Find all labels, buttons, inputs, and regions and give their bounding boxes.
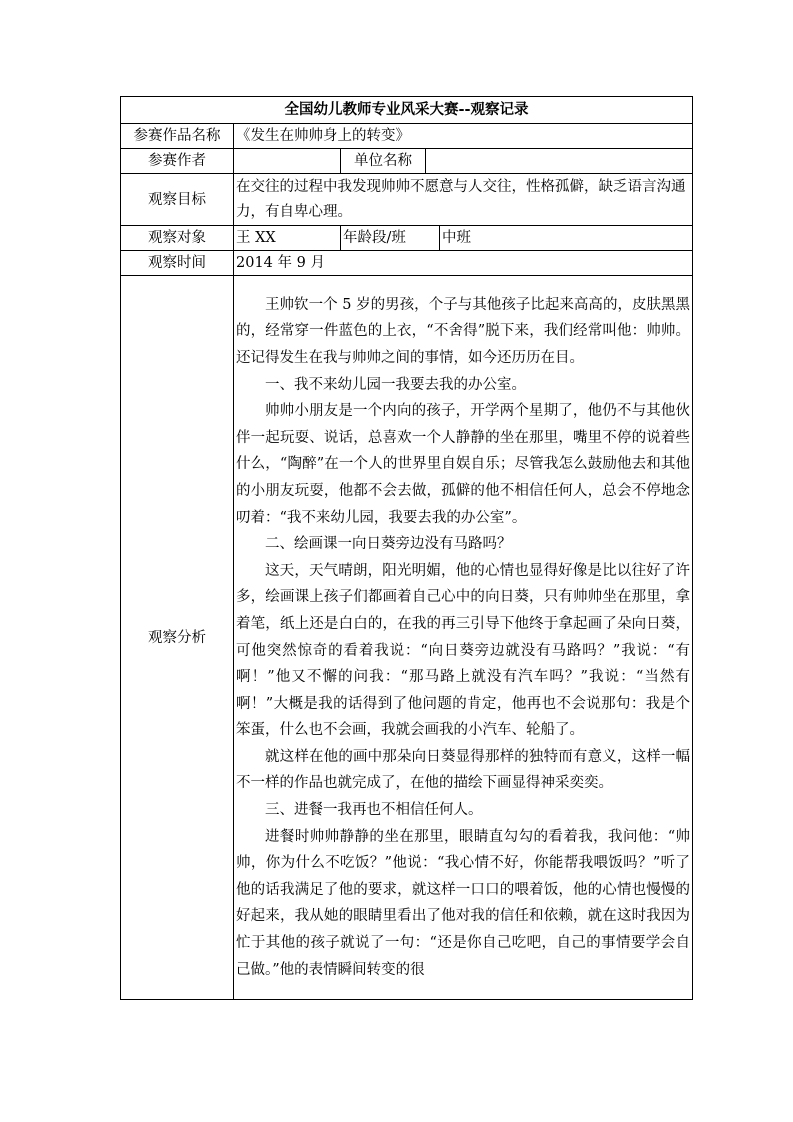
age-value: 中班 [440, 226, 693, 251]
age-label: 年龄段/班 [341, 226, 440, 251]
work-value: 《发生在帅帅身上的转变》 [234, 124, 693, 149]
author-value [234, 149, 341, 174]
analysis-paragraph: 这天，天气晴朗，阳光明媚，他的心情也显得好像是比以往好了许多，绘画课上孩子们都画着自己心中的向日葵，只有帅帅坐在那里，拿着笔，纸上还是白白的，在我的再三引导下他终于拿起画了朵向日葵，可他突然惊奇的看着我说：“向日葵旁边就没有马路吗？”我说：“有啊！”他又不懈的问我：“那马路上就没有汽车吗？”我说：“当然有啊！”大概是我的话得到了他问题的肯定，他再也不会说那句：我是个笨蛋，什么也不会画，我就会画我的小汽车、轮船了。 [236, 562, 691, 739]
unit-value [426, 149, 693, 174]
analysis-heading: 三、进餐一我再也不相信任何人。 [265, 802, 483, 819]
goal-label: 观察目标 [121, 174, 234, 226]
analysis-label: 观察分析 [121, 276, 234, 1000]
subject-row [121, 226, 693, 251]
analysis-heading: 一、我不来幼儿园一我要去我的办公室。 [265, 376, 526, 393]
author-label: 参赛作者 [121, 149, 234, 174]
analysis-paragraph: 帅帅小朋友是一个内向的孩子，开学两个星期了，他仍不与其他伙伴一起玩耍、说话，总喜欢一个人静静的坐在那里，嘴里不停的说着些什么，“陶醉”在一个人的世界里自娱自乐；尽管我怎么鼓励他去和其他的小朋友玩耍，他都不会去做，孤僻的他不相信任何人，总会不停地念叨着：“我不来幼儿园，我要去我的办公室”。 [236, 403, 691, 526]
analysis-content [234, 276, 693, 1000]
subject-label: 观察对象 [121, 226, 234, 251]
subject-value: 王 XX [234, 226, 341, 251]
title-row [121, 97, 693, 124]
analysis-paragraph: 王帅钦一个 5 岁的男孩，个子与其他孩子比起来高高的，皮肤黑黑的，经常穿一件蓝色的上衣，“不舍得”脱下来，我们经常叫他：帅帅。还记得发生在我与帅帅之间的事情，如今还历历在目。 [236, 296, 691, 366]
time-value: 2014 年 9 月 [234, 251, 693, 276]
analysis-heading: 二、绘画课一向日葵旁边没有马路吗？ [265, 536, 512, 553]
goal-value: 在交往的过程中我发现帅帅不愿意与人交往，性格孤僻，缺乏语言沟通力，有自卑心理。 [234, 174, 693, 226]
analysis-row [121, 276, 693, 1000]
analysis-paragraph: 进餐时帅帅静静的坐在那里，眼睛直勾勾的看着我，我问他：“帅帅，你为什么不吃饭？”他说：“我心情不好，你能帮我喂饭吗？”听了他的话我满足了他的要求，就这样一口口的喂着饭，他的心情也慢慢的好起来，我从她的眼睛里看出了他对我的信任和依赖，就在这时我因为忙于其他的孩子就说了一句：“还是你自己吃吧，自己的事情要学会自己做。”他的表情瞬间转变的很 [236, 828, 691, 978]
author-row [121, 149, 693, 174]
observation-record-table [120, 96, 693, 1000]
time-label: 观察时间 [121, 251, 234, 276]
table-title: 全国幼儿教师专业风采大赛--观察记录 [121, 97, 693, 124]
unit-label: 单位名称 [341, 149, 426, 174]
analysis-paragraph: 就这样在他的画中那朵向日葵显得那样的独特而有意义，这样一幅不一样的作品也就完成了，在他的描绘下画显得神采奕奕。 [236, 748, 691, 792]
goal-row [121, 174, 693, 226]
work-label: 参赛作品名称 [121, 124, 234, 149]
time-row [121, 251, 693, 276]
work-row [121, 124, 693, 149]
